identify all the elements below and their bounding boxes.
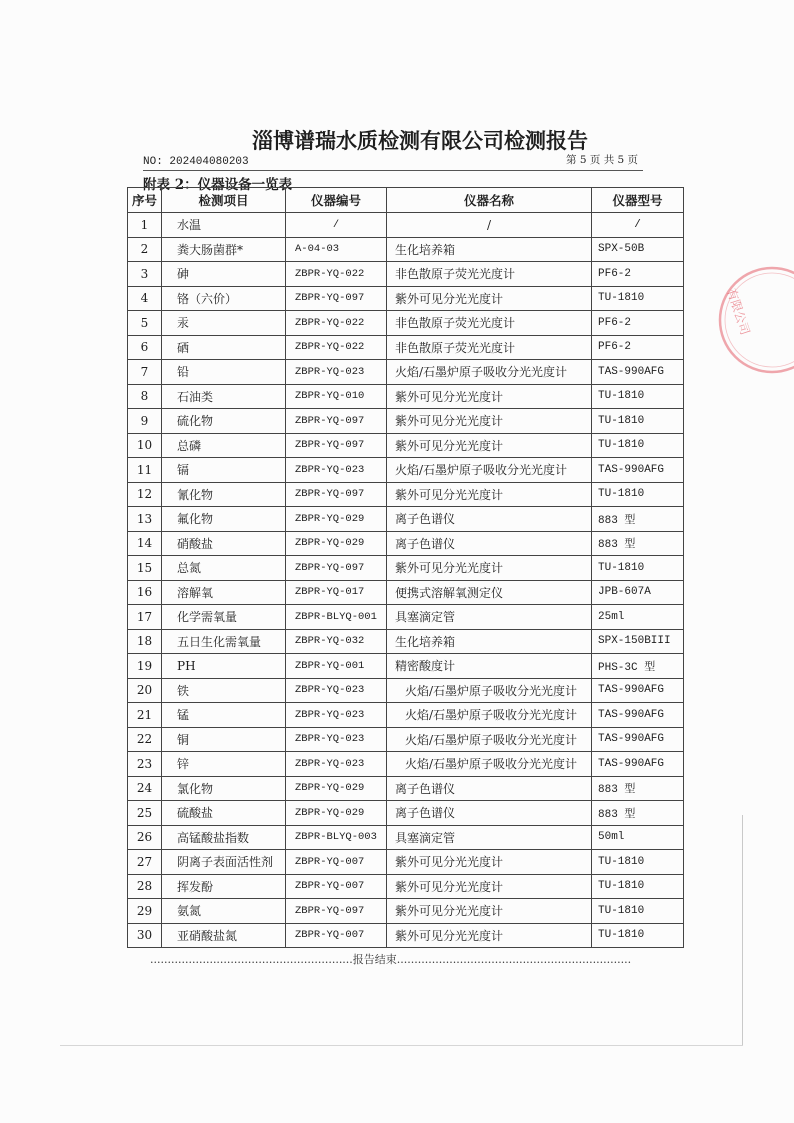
test-item: 铅: [162, 360, 286, 385]
instrument-name: 离子色谱仪: [387, 531, 592, 556]
table-row: [128, 850, 684, 875]
instrument-name: 非色散原子荧光光度计: [387, 262, 592, 287]
row-number: 1: [128, 213, 162, 238]
instrument-model: PF6-2: [592, 262, 684, 287]
scan-edge-right: [742, 815, 743, 1045]
table-row: [128, 605, 684, 630]
instrument-id: ZBPR-YQ-097: [286, 286, 387, 311]
instrument-name: 紫外可见分光光度计: [387, 409, 592, 434]
row-number: 26: [128, 825, 162, 850]
instrument-model: TAS-990AFG: [592, 727, 684, 752]
instrument-model: 883 型: [592, 531, 684, 556]
table-row: [128, 752, 684, 777]
test-item: 化学需氧量: [162, 605, 286, 630]
test-item: 氨氮: [162, 899, 286, 924]
instrument-name: 紫外可见分光光度计: [387, 286, 592, 311]
test-item: 石油类: [162, 384, 286, 409]
instrument-name: 精密酸度计: [387, 654, 592, 679]
instrument-name: 紫外可见分光光度计: [387, 923, 592, 948]
instrument-name: 紫外可见分光光度计: [387, 384, 592, 409]
row-number: 11: [128, 458, 162, 483]
test-item: 总磷: [162, 433, 286, 458]
table-row: [128, 923, 684, 948]
instrument-model: SPX-150BIII: [592, 629, 684, 654]
instrument-name: 生化培养箱: [387, 237, 592, 262]
test-item: 砷: [162, 262, 286, 287]
row-number: 16: [128, 580, 162, 605]
row-number: 8: [128, 384, 162, 409]
table-row: [128, 678, 684, 703]
row-number: 29: [128, 899, 162, 924]
instrument-name: 火焰/石墨炉原子吸收分光光度计: [387, 360, 592, 385]
instrument-name: 具塞滴定管: [387, 825, 592, 850]
report-end-line: ..........................................................报告结束...................................................................: [150, 953, 632, 966]
instrument-model: TU-1810: [592, 850, 684, 875]
test-item: 粪大肠菌群*: [162, 237, 286, 262]
table-row: [128, 433, 684, 458]
instrument-id: ZBPR-YQ-023: [286, 458, 387, 483]
instrument-name: 具塞滴定管: [387, 605, 592, 630]
instrument-model: 883 型: [592, 507, 684, 532]
row-number: 20: [128, 678, 162, 703]
table-row: [128, 580, 684, 605]
instrument-name: 火焰/石墨炉原子吸收分光光度计: [387, 678, 592, 703]
test-item: 锌: [162, 752, 286, 777]
instrument-name: 紫外可见分光光度计: [387, 874, 592, 899]
row-number: 21: [128, 703, 162, 728]
table-row: [128, 556, 684, 581]
instrument-model: PHS-3C 型: [592, 654, 684, 679]
header-instrument-id: 仪器编号: [286, 188, 387, 213]
table-row: [128, 703, 684, 728]
test-item: 氯化物: [162, 776, 286, 801]
table-row: [128, 874, 684, 899]
instrument-id: ZBPR-YQ-023: [286, 703, 387, 728]
instrument-model: TU-1810: [592, 482, 684, 507]
table-row: [128, 727, 684, 752]
row-number: 14: [128, 531, 162, 556]
instrument-id: ZBPR-YQ-097: [286, 482, 387, 507]
instrument-id: ZBPR-YQ-023: [286, 727, 387, 752]
instrument-id: ZBPR-YQ-010: [286, 384, 387, 409]
test-item: 硫化物: [162, 409, 286, 434]
instrument-id: ZBPR-YQ-023: [286, 360, 387, 385]
instrument-model: 883 型: [592, 776, 684, 801]
table-caption: 附表 2：仪器设备一览表: [143, 177, 293, 193]
instrument-id: ZBPR-YQ-022: [286, 311, 387, 336]
instrument-model: SPX-50B: [592, 237, 684, 262]
instrument-name: 紫外可见分光光度计: [387, 850, 592, 875]
table-row: [128, 311, 684, 336]
test-item: 氟化物: [162, 507, 286, 532]
instrument-model: JPB-607A: [592, 580, 684, 605]
instrument-id: ZBPR-YQ-097: [286, 899, 387, 924]
instrument-model: PF6-2: [592, 335, 684, 360]
instrument-model: TU-1810: [592, 286, 684, 311]
instrument-model: TU-1810: [592, 923, 684, 948]
test-item: 硫酸盐: [162, 801, 286, 826]
test-item: 五日生化需氧量: [162, 629, 286, 654]
seal-ring: [720, 268, 794, 372]
instrument-id: ZBPR-YQ-029: [286, 507, 387, 532]
instrument-name: 生化培养箱: [387, 629, 592, 654]
table-row: [128, 262, 684, 287]
test-item: 挥发酚: [162, 874, 286, 899]
instrument-name: 紫外可见分光光度计: [387, 433, 592, 458]
instrument-model: 50ml: [592, 825, 684, 850]
row-number: 28: [128, 874, 162, 899]
row-number: 3: [128, 262, 162, 287]
table-row: [128, 237, 684, 262]
instrument-model: TU-1810: [592, 899, 684, 924]
instrument-model: PF6-2: [592, 311, 684, 336]
instrument-model: TU-1810: [592, 384, 684, 409]
instrument-id: ZBPR-YQ-023: [286, 752, 387, 777]
test-item: 溶解氧: [162, 580, 286, 605]
table-row: [128, 825, 684, 850]
instrument-id: ZBPR-YQ-097: [286, 409, 387, 434]
instrument-name: 紫外可见分光光度计: [387, 482, 592, 507]
row-number: 5: [128, 311, 162, 336]
instrument-id: ZBPR-BLYQ-001: [286, 605, 387, 630]
seal-text: 有限公司: [724, 286, 753, 337]
test-item: 镉: [162, 458, 286, 483]
report-title: 淄博谱瑞水质检测有限公司检测报告: [252, 128, 588, 153]
row-number: 2: [128, 237, 162, 262]
instrument-model: TAS-990AFG: [592, 678, 684, 703]
table-row: [128, 360, 684, 385]
row-number: 30: [128, 923, 162, 948]
instrument-model: /: [592, 213, 684, 238]
instrument-model: TAS-990AFG: [592, 360, 684, 385]
test-item: 水温: [162, 213, 286, 238]
instrument-id: ZBPR-YQ-029: [286, 531, 387, 556]
row-number: 27: [128, 850, 162, 875]
instrument-id: ZBPR-YQ-097: [286, 433, 387, 458]
test-item: 汞: [162, 311, 286, 336]
row-number: 6: [128, 335, 162, 360]
scan-edge-bottom: [60, 1045, 743, 1046]
instrument-name: 火焰/石墨炉原子吸收分光光度计: [387, 458, 592, 483]
instrument-model: 25ml: [592, 605, 684, 630]
table-row: [128, 458, 684, 483]
test-item: 铜: [162, 727, 286, 752]
equipment-table: [127, 187, 684, 948]
instrument-id: ZBPR-YQ-007: [286, 850, 387, 875]
instrument-id: ZBPR-YQ-007: [286, 874, 387, 899]
company-seal: [700, 248, 794, 388]
instrument-model: 883 型: [592, 801, 684, 826]
test-item: 高锰酸盐指数: [162, 825, 286, 850]
table-row: [128, 286, 684, 311]
instrument-id: ZBPR-YQ-022: [286, 262, 387, 287]
test-item: 阴离子表面活性剂: [162, 850, 286, 875]
instrument-name: 火焰/石墨炉原子吸收分光光度计: [387, 727, 592, 752]
table-row: [128, 384, 684, 409]
instrument-name: 便携式溶解氧测定仪: [387, 580, 592, 605]
instrument-model: TU-1810: [592, 556, 684, 581]
row-number: 19: [128, 654, 162, 679]
table-row: [128, 507, 684, 532]
instrument-id: ZBPR-YQ-029: [286, 776, 387, 801]
row-number: 22: [128, 727, 162, 752]
row-number: 13: [128, 507, 162, 532]
instrument-model: TAS-990AFG: [592, 752, 684, 777]
header-instrument-name: 仪器名称: [387, 188, 592, 213]
row-number: 10: [128, 433, 162, 458]
instrument-id: ZBPR-YQ-001: [286, 654, 387, 679]
row-number: 15: [128, 556, 162, 581]
instrument-model: TAS-990AFG: [592, 458, 684, 483]
table-row: [128, 482, 684, 507]
row-number: 7: [128, 360, 162, 385]
instrument-name: 离子色谱仪: [387, 801, 592, 826]
instrument-name: 非色散原子荧光光度计: [387, 335, 592, 360]
instrument-name: 离子色谱仪: [387, 507, 592, 532]
table-row: [128, 629, 684, 654]
test-item: 硒: [162, 335, 286, 360]
test-item: 锰: [162, 703, 286, 728]
instrument-name: 火焰/石墨炉原子吸收分光光度计: [387, 703, 592, 728]
table-row: [128, 213, 684, 238]
instrument-id: A-04-03: [286, 237, 387, 262]
test-item: 亚硝酸盐氮: [162, 923, 286, 948]
table-row: [128, 801, 684, 826]
table-row: [128, 654, 684, 679]
row-number: 12: [128, 482, 162, 507]
instrument-name: 紫外可见分光光度计: [387, 899, 592, 924]
row-number: 4: [128, 286, 162, 311]
instrument-name: 非色散原子荧光光度计: [387, 311, 592, 336]
report-number: NO: 202404080203: [143, 156, 249, 168]
instrument-name: /: [387, 213, 592, 238]
test-item: 氰化物: [162, 482, 286, 507]
row-number: 23: [128, 752, 162, 777]
table-row: [128, 335, 684, 360]
instrument-name: 紫外可见分光光度计: [387, 556, 592, 581]
instrument-name: 离子色谱仪: [387, 776, 592, 801]
test-item: 总氮: [162, 556, 286, 581]
instrument-model: TU-1810: [592, 433, 684, 458]
instrument-model: TU-1810: [592, 409, 684, 434]
instrument-id: ZBPR-YQ-007: [286, 923, 387, 948]
header-number: 序号: [128, 188, 162, 213]
header-instrument-model: 仪器型号: [592, 188, 684, 213]
instrument-id: ZBPR-YQ-017: [286, 580, 387, 605]
row-number: 24: [128, 776, 162, 801]
test-item: 铁: [162, 678, 286, 703]
test-item: PH: [162, 654, 286, 679]
instrument-id: ZBPR-BLYQ-003: [286, 825, 387, 850]
page-info: 第 5 页 共 5 页: [566, 154, 639, 166]
instrument-id: ZBPR-YQ-023: [286, 678, 387, 703]
table-row: [128, 409, 684, 434]
test-item: 硝酸盐: [162, 531, 286, 556]
header-rule: [143, 170, 643, 171]
test-item: 铬（六价）: [162, 286, 286, 311]
table-row: [128, 531, 684, 556]
row-number: 25: [128, 801, 162, 826]
table-row: [128, 899, 684, 924]
instrument-id: ZBPR-YQ-022: [286, 335, 387, 360]
instrument-model: TAS-990AFG: [592, 703, 684, 728]
instrument-name: 火焰/石墨炉原子吸收分光光度计: [387, 752, 592, 777]
row-number: 18: [128, 629, 162, 654]
instrument-id: /: [286, 213, 387, 238]
row-number: 9: [128, 409, 162, 434]
header-test-item: 检测项目: [162, 188, 286, 213]
instrument-id: ZBPR-YQ-097: [286, 556, 387, 581]
table-header-row: [128, 188, 684, 213]
table-row: [128, 776, 684, 801]
instrument-model: TU-1810: [592, 874, 684, 899]
row-number: 17: [128, 605, 162, 630]
instrument-id: ZBPR-YQ-032: [286, 629, 387, 654]
instrument-id: ZBPR-YQ-029: [286, 801, 387, 826]
